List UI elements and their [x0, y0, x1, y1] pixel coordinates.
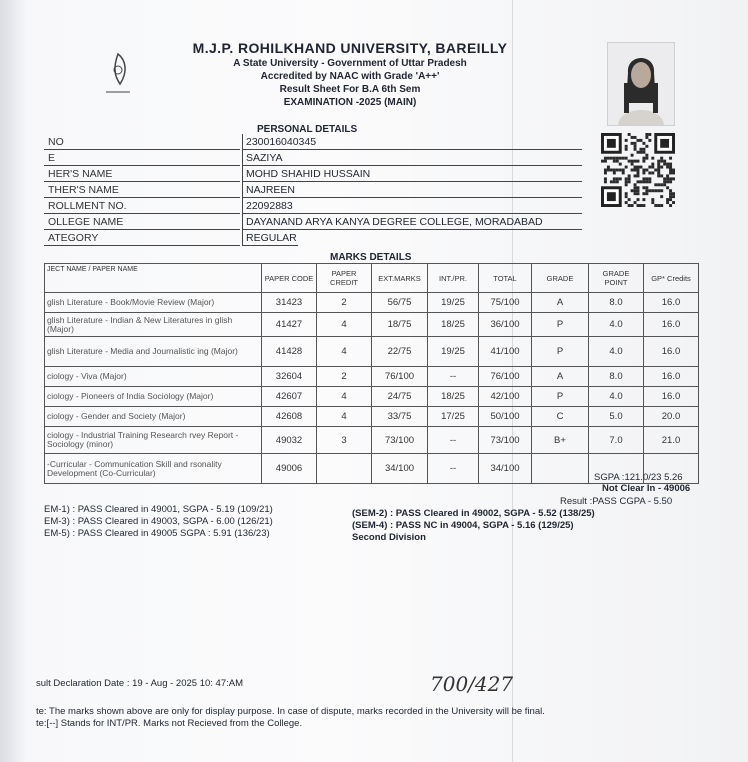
gp-credits-header: GP* Credits [644, 264, 699, 293]
grade-point-header: GRADE POINT [589, 264, 644, 293]
subject-cell: glish Literature - Media and Journalistic ing (Major) [45, 337, 262, 367]
subject-cell: ciology - Viva (Major) [45, 367, 262, 387]
subject-cell: glish Literature - Book/Movie Review (Major) [45, 293, 262, 313]
grade-cell: B+ [532, 427, 589, 454]
division: Second Division [352, 532, 426, 543]
semester-history-left [44, 504, 273, 540]
total-cell: 75/100 [479, 293, 532, 313]
sem-3-result: EM-3) : PASS Cleared in 49003, SGPA - 6.00 (126/21) [44, 516, 273, 527]
college-name-value: DAYANAND ARYA KANYA DEGREE COLLEGE, MORADABAD [242, 214, 582, 230]
marks-table [44, 263, 699, 484]
ext-cell: 18/75 [372, 313, 428, 337]
accreditation: Accredited by NAAC with Grade 'A++' [260, 71, 440, 82]
total-cell: 50/100 [479, 407, 532, 427]
point-cell: 4.0 [589, 337, 644, 367]
total-header: TOTAL [479, 264, 532, 293]
enrollment-no-label: ROLLMENT NO. [44, 198, 240, 214]
enrollment-no-value: 22092883 [242, 198, 582, 214]
gpc-cell: 16.0 [644, 367, 699, 387]
sem-1-result: EM-1) : PASS Cleared in 49001, SGPA - 5.19 (109/21) [44, 504, 273, 515]
university-name: M.J.P. ROHILKHAND UNIVERSITY, BAREILLY [192, 40, 508, 56]
int-cell: -- [428, 454, 479, 484]
code-cell: 49032 [262, 427, 317, 454]
grade-cell: A [532, 367, 589, 387]
paper-code-header: PAPER CODE [262, 264, 317, 293]
marks-details-title: MARKS DETAILS [330, 252, 412, 263]
total-cell: 36/100 [479, 313, 532, 337]
credit-cell: 2 [317, 293, 372, 313]
grade-cell: P [532, 337, 589, 367]
name-value: SAZIYA [242, 150, 582, 166]
university-logo-icon [98, 50, 138, 100]
sem-4-result: (SEM-4) : PASS NC in 49004, SGPA - 5.16 (129/25) [352, 520, 574, 531]
credit-cell: 4 [317, 337, 372, 367]
ext-cell: 22/75 [372, 337, 428, 367]
subject-cell: ciology - Gender and Society (Major) [45, 407, 262, 427]
grade-cell: P [532, 387, 589, 407]
college-name-label: OLLEGE NAME [44, 214, 240, 230]
code-cell: 49006 [262, 454, 317, 484]
point-cell: 4.0 [589, 387, 644, 407]
total-cell: 76/100 [479, 367, 532, 387]
table-row [45, 407, 699, 427]
credit-cell [317, 454, 372, 484]
name-label: E [44, 150, 240, 166]
table-row [45, 427, 699, 454]
code-cell: 42608 [262, 407, 317, 427]
grade-cell: C [532, 407, 589, 427]
gpc-cell: 21.0 [644, 427, 699, 454]
subject-cell: ciology - Industrial Training Research rvey Report - Sociology (minor) [45, 427, 262, 454]
total-cell: 42/100 [479, 387, 532, 407]
int-cell: 17/25 [428, 407, 479, 427]
page-edge-shadow [0, 0, 28, 762]
examination-title: EXAMINATION -2025 (MAIN) [283, 97, 417, 108]
ext-cell: 33/75 [372, 407, 428, 427]
subject-cell: glish Literature - Indian & New Literatures in glish (Major) [45, 313, 262, 337]
int-cell: 18/25 [428, 387, 479, 407]
category-value: REGULAR [242, 230, 298, 246]
table-row [45, 293, 699, 313]
handwritten-note: 700/427 [430, 672, 514, 696]
point-cell: 7.0 [589, 427, 644, 454]
int-cell: -- [428, 367, 479, 387]
gpc-cell: 20.0 [644, 407, 699, 427]
father-name-label: HER'S NAME [44, 166, 240, 182]
mother-name-value: NAJREEN [242, 182, 582, 198]
credit-cell: 3 [317, 427, 372, 454]
result-sheet-title: Result Sheet For B.A 6th Sem [279, 84, 421, 95]
sgpa-summary: SGPA :121.0/23 5.26 [594, 472, 683, 483]
code-cell: 41428 [262, 337, 317, 367]
grade-cell [532, 454, 589, 484]
total-cell: 34/100 [479, 454, 532, 484]
result-summary: Result :PASS CGPA - 5.50 [560, 496, 673, 507]
semester-history-right [352, 508, 595, 544]
gpc-cell: 16.0 [644, 337, 699, 367]
personal-details-title: PERSONAL DETAILS [257, 124, 358, 135]
int-cell: 18/25 [428, 313, 479, 337]
grade-cell: A [532, 293, 589, 313]
ext-cell: 73/100 [372, 427, 428, 454]
ext-cell: 24/75 [372, 387, 428, 407]
table-row [45, 337, 699, 367]
table-row [45, 367, 699, 387]
credit-cell: 4 [317, 407, 372, 427]
credit-cell: 2 [317, 367, 372, 387]
ext-marks-header: EXT.MARKS [372, 264, 428, 293]
father-name-value: MOHD SHAHID HUSSAIN [242, 166, 582, 182]
university-status: A State University - Government of Uttar Pradesh [233, 58, 467, 69]
credit-cell: 4 [317, 313, 372, 337]
int-cell: 19/25 [428, 293, 479, 313]
code-cell: 42607 [262, 387, 317, 407]
point-cell: 8.0 [589, 293, 644, 313]
sem-5-result: EM-5) : PASS Cleared in 49005 SGPA : 5.91 (136/23) [44, 528, 270, 539]
not-clear-summary: Not Clear In - 49006 [602, 483, 691, 494]
point-cell: 5.0 [589, 407, 644, 427]
int-pr-header: INT./PR. [428, 264, 479, 293]
point-cell: 4.0 [589, 313, 644, 337]
ext-cell: 56/75 [372, 293, 428, 313]
table-row [45, 387, 699, 407]
table-row [45, 313, 699, 337]
int-cell: -- [428, 427, 479, 454]
int-cell: 19/25 [428, 337, 479, 367]
category-label: ATEGORY [44, 230, 240, 246]
code-cell: 31423 [262, 293, 317, 313]
ext-cell: 34/100 [372, 454, 428, 484]
subject-header: JECT NAME / PAPER NAME [45, 264, 262, 293]
grade-header: GRADE [532, 264, 589, 293]
note-int-pr: te:[--] Stands for INT/PR. Marks not Recieved from the College. [36, 718, 303, 729]
paper-credit-header: PAPER CREDIT [317, 264, 372, 293]
grade-cell: P [532, 313, 589, 337]
gpc-cell: 16.0 [644, 387, 699, 407]
total-cell: 41/100 [479, 337, 532, 367]
mother-name-label: THER'S NAME [44, 182, 240, 198]
sem-2-result: (SEM-2) : PASS Cleared in 49002, SGPA - 5.52 (138/25) [352, 508, 595, 519]
code-cell: 41427 [262, 313, 317, 337]
subject-cell: -Curricular - Communication Skill and rsonality Development (Co-Curricular) [45, 454, 262, 484]
point-cell: 8.0 [589, 367, 644, 387]
gpc-cell: 16.0 [644, 313, 699, 337]
qr-code-icon [601, 133, 675, 209]
result-declaration-date: sult Declaration Date : 19 - Aug - 2025 10: 47:AM [36, 678, 244, 689]
ext-cell: 76/100 [372, 367, 428, 387]
header [170, 40, 530, 108]
roll-no-value: 230016040345 [242, 134, 582, 150]
note-display-purpose: te: The marks shown above are only for display purpose. In case of dispute, marks recorded in the University will be final. [36, 706, 545, 717]
code-cell: 32604 [262, 367, 317, 387]
gpc-cell: 16.0 [644, 293, 699, 313]
roll-no-label: NO [44, 134, 240, 150]
student-photo [607, 42, 675, 126]
marks-header-row [45, 264, 699, 293]
subject-cell: ciology - Pioneers of India Sociology (Major) [45, 387, 262, 407]
total-cell: 73/100 [479, 427, 532, 454]
credit-cell: 4 [317, 387, 372, 407]
